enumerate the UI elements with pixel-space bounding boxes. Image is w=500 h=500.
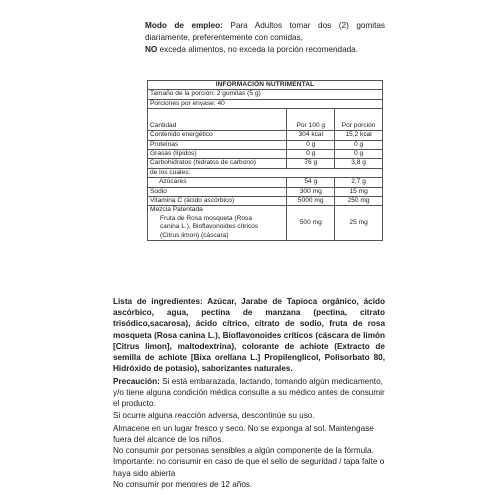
nutrient-name: Azúcares (148, 178, 287, 187)
nutrient-name: Vitamina C (ácido ascórbico) (148, 197, 287, 206)
nutrient-per100: 0 g (287, 140, 335, 149)
blend-cell (148, 206, 287, 241)
table-row (148, 140, 383, 149)
precaution-label: Precaución: (113, 377, 160, 386)
storage-text: Almacene en un lugar fresco y seco. No se exponga al sol. Mantengase fuera del alcance de los niños. (113, 423, 374, 445)
nutrient-portion: 250 mg (335, 197, 383, 206)
of-which-label: de los cuales: (148, 168, 383, 177)
column-header-per100: Por 100 g (287, 109, 335, 131)
nutrient-portion: 15,2 kcal (335, 131, 383, 140)
age-warning-text: No consumir por menores de 12 años. (113, 479, 253, 489)
ingredients-list: Lista de ingredientes: Azúcar, Jarabe de Tapioca orgánico, ácido ascórbico, agua, pectina de manzana (pectina, citrato trisódico,sacarosa), ácido cítrico, citrato de sodio, fruta de rosa mosqueta (Rosa canina L.), Bioflavonoides críticos (cáscara de limón [Citrus limon], maltodextrina), colorante de achiote (Extracto de semilla de achiote [Bixa orellana L.] Propilenglicol, Polisorbato 80, Hidróxido de potasio), saborizantes naturales. (113, 297, 385, 374)
nutrient-per100: 0 g (287, 150, 335, 159)
blend-line-2: canina L.), Bioflavonoides cítricos (160, 223, 259, 231)
table-row (148, 187, 383, 196)
sensitivity-text: No consumir por personas sensibles a algún componente de la fórmula. (113, 446, 374, 456)
blend-portion: 25 mg (335, 206, 383, 241)
nutrient-per100: 76 g (287, 159, 335, 168)
nutrient-per100: 304 kcal (287, 131, 335, 140)
table-row (148, 131, 383, 140)
nutrient-name: Carbohidratos (hidratos de carbono) (148, 159, 287, 168)
table-row (148, 159, 383, 168)
usage-instructions (145, 20, 385, 56)
blend-title: Mezcla Patentada (150, 206, 203, 214)
usage-text-1: Para Adultos tomar dos (2) gomitas diariamente, preferentemente con comidas, (145, 21, 385, 42)
nutrient-name: Sodio (148, 187, 287, 196)
column-header-portion: Por porción (335, 109, 383, 131)
nutrient-portion: 0 g (335, 150, 383, 159)
nutrient-per100: 54 g (287, 178, 335, 187)
precaution-paragraph (113, 376, 385, 410)
usage-label: Modo de empleo: (145, 21, 223, 30)
blend-line-1: Fruta de Rosa mosqueta (Rosa (160, 214, 252, 222)
serving-size: Tamaño de la porción: 2 gomitas (5 g) (148, 90, 383, 99)
nutrient-portion: 3,8 g (335, 159, 383, 168)
nutrient-per100: 5000 mg (287, 197, 335, 206)
column-header-quantity: Cantidad (148, 109, 287, 131)
nutrient-portion: 2,7 g (335, 178, 383, 187)
nutrient-name: Proteínas (148, 140, 287, 149)
nutrition-title: INFORMACIÓN NUTRIMENTAL (148, 81, 383, 90)
blend-per100: 500 mg (287, 206, 335, 241)
table-row (148, 150, 383, 159)
adverse-reaction-text: Si ocurre alguna reacción adversa, descontinúe su uso. (113, 410, 315, 420)
warnings-section (113, 376, 385, 490)
servings-per-container: Porciones por envase: 40 (148, 99, 383, 108)
nutrient-portion: 0 g (335, 140, 383, 149)
nutrient-name: Contenido energético (148, 131, 287, 140)
table-row (148, 206, 383, 241)
table-row (148, 178, 383, 187)
nutrient-portion: 15 mg (335, 187, 383, 196)
blend-line-3: (Citrus limon) (cáscara) (160, 231, 229, 239)
precaution-text: Si está embarazada, lactando, tomando algún medicamento, y/o tiene alguna condición médica consulte a su médico antes de consumir el producto. (113, 377, 385, 409)
seal-warning-text: Importante: no consumir en caso de que el sello de seguridad / tapa falte o haya sido abierta (113, 457, 385, 478)
table-row (148, 197, 383, 206)
usage-no-label: NO (145, 45, 158, 54)
nutrition-facts-table (147, 80, 383, 241)
usage-text-2: exceda alimentos, no exceda la porción recomendada. (157, 45, 358, 54)
nutrient-name: Grasas (lípidos) (148, 150, 287, 159)
nutrient-per100: 300 mg (287, 187, 335, 196)
